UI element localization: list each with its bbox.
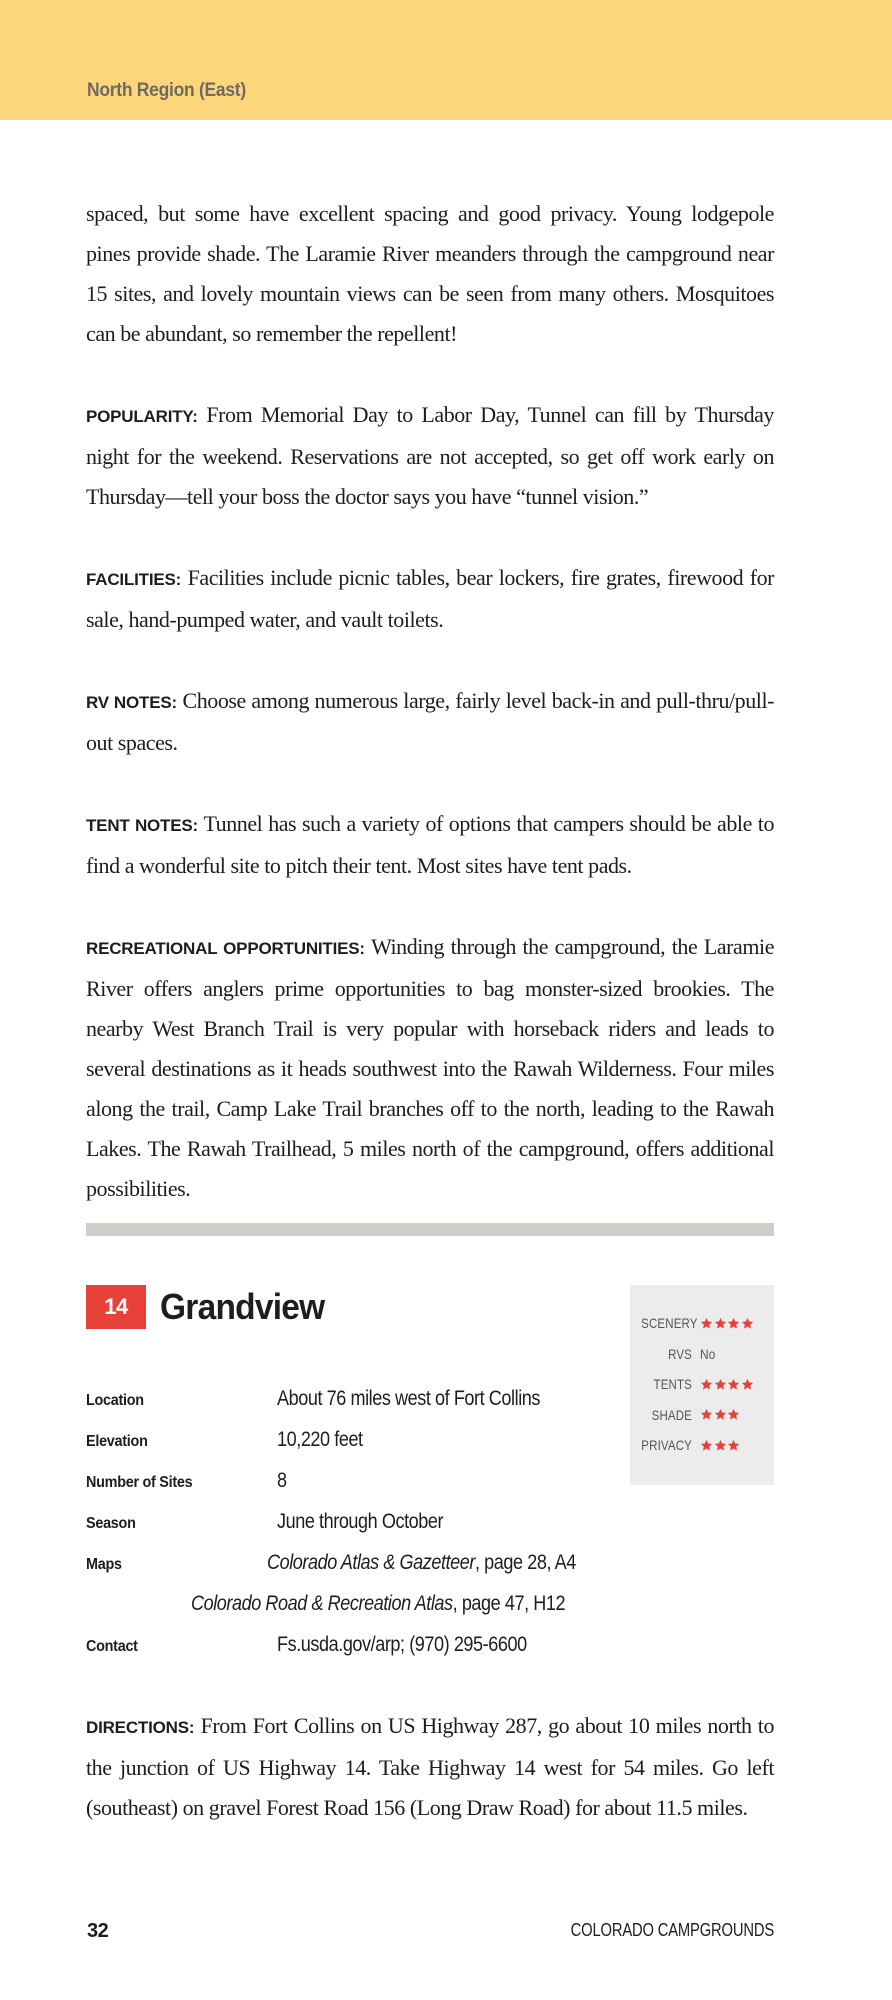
- star-icon: [700, 1408, 713, 1421]
- section-divider: [86, 1223, 774, 1236]
- detail-value: June through October: [277, 1510, 444, 1533]
- rating-row-scenery: [630, 1308, 774, 1339]
- map-ref: , page 28, A4: [474, 1551, 576, 1574]
- detail-value: 8: [277, 1469, 287, 1492]
- facilities-text: Facilities include picnic tables, bear lockers, fire grates, firewood for sale, hand-pumped water, and vault toilets.: [86, 565, 774, 632]
- rv-notes-paragraph: [86, 681, 774, 763]
- site-details: [86, 1385, 626, 1672]
- star-icon: [714, 1439, 727, 1452]
- rating-value: [700, 1439, 741, 1452]
- detail-label: Contact: [86, 1638, 138, 1655]
- detail-value: 10,220 feet: [277, 1428, 363, 1451]
- recreation-text: Winding through the campground, the Laramie River offers anglers prime opportunities to bag monster-sized brookies. The nearby West Branch Trail is very popular with horseback riders and leads to several destinations as it heads southwest into the Rawah Wilderness. Four miles along the trail, Camp Lake Trail branches off to the north, leading to the Rawah Lakes. The Rawah Trailhead, 5 miles north of the campground, offers additional possibilities.: [86, 934, 775, 1201]
- detail-value: About 76 miles west of Fort Collins: [277, 1387, 540, 1410]
- star-icon: [741, 1378, 754, 1391]
- detail-row-maps-2: [86, 1590, 626, 1631]
- rv-notes-label: RV NOTES:: [86, 693, 177, 712]
- rating-row-rvs: [630, 1339, 774, 1370]
- detail-label: Elevation: [86, 1433, 148, 1450]
- detail-row-sites: [86, 1467, 626, 1508]
- rating-label: PRIVACY: [641, 1437, 692, 1454]
- tent-notes-text: Tunnel has such a variety of options that campers should be able to find a wonderful site to pitch their tent. Most sites have tent pads.: [86, 811, 774, 878]
- ratings-box: [630, 1285, 774, 1485]
- map-reference: [191, 1590, 565, 1618]
- popularity-paragraph: [86, 395, 774, 517]
- rating-row-shade: [630, 1400, 774, 1431]
- star-icon: [727, 1439, 740, 1452]
- directions-paragraph: [86, 1706, 774, 1828]
- rating-row-tents: [630, 1369, 774, 1400]
- rating-row-privacy: [630, 1430, 774, 1461]
- star-icon: [727, 1378, 740, 1391]
- star-icon: [714, 1378, 727, 1391]
- facilities-label: FACILITIES:: [86, 570, 182, 589]
- rating-value: No: [700, 1345, 716, 1362]
- star-icon: [727, 1408, 740, 1421]
- tent-notes-label: TENT NOTES:: [86, 816, 198, 835]
- rating-value: [700, 1408, 741, 1421]
- star-icon: [700, 1439, 713, 1452]
- continuation-text: spaced, but some have excellent spacing and good privacy. Young lodgepole pines provide shade. The Laramie River meanders through the campground near 15 sites, and lovely mountain views can be seen from many others. Mosquitoes can be abundant, so remember the repellent!: [86, 201, 774, 346]
- recreation-paragraph: [86, 927, 774, 1209]
- star-icon: [700, 1378, 713, 1391]
- map-title: Colorado Atlas & Gazetteer: [266, 1551, 475, 1574]
- detail-row-contact: [86, 1631, 626, 1672]
- star-icon: [727, 1317, 740, 1330]
- site-title: Grandview: [160, 1286, 325, 1327]
- page-number: 32: [87, 1920, 109, 1942]
- map-ref: , page 47, H12: [452, 1592, 566, 1615]
- rating-label: SCENERY: [641, 1315, 698, 1332]
- region-title: North Region (East): [87, 80, 246, 101]
- site-number-badge: 14: [86, 1285, 146, 1329]
- detail-label: Location: [86, 1392, 144, 1409]
- rating-value: [700, 1317, 754, 1330]
- detail-label: Number of Sites: [86, 1474, 193, 1491]
- star-icon: [714, 1317, 727, 1330]
- detail-row-season: [86, 1508, 626, 1549]
- detail-row-elevation: [86, 1426, 626, 1467]
- continuation-paragraph: [86, 194, 774, 354]
- detail-label: Maps: [86, 1556, 122, 1573]
- recreation-label: RECREATIONAL OPPORTUNITIES:: [86, 939, 365, 958]
- rating-label: TENTS: [653, 1376, 692, 1393]
- detail-row-location: [86, 1385, 626, 1426]
- star-icon: [700, 1317, 713, 1330]
- map-reference: [267, 1549, 576, 1577]
- detail-value: Fs.usda.gov/arp; (970) 295-6600: [277, 1633, 527, 1656]
- book-title: COLORADO CAMPGROUNDS: [570, 1920, 774, 1940]
- directions-text: From Fort Collins on US Highway 287, go about 10 miles north to the junction of US Highway 14. Take Highway 14 west for 54 miles. Go left (southeast) on gravel Forest Road 156 (Long Draw Road) for about 11.5 miles.: [86, 1713, 774, 1820]
- map-title: Colorado Road & Recreation Atlas: [190, 1592, 453, 1615]
- rating-label: SHADE: [651, 1406, 692, 1423]
- directions-label: DIRECTIONS:: [86, 1718, 195, 1737]
- popularity-label: POPULARITY:: [86, 407, 198, 426]
- previous-site-text: [86, 194, 774, 1209]
- star-icon: [741, 1317, 754, 1330]
- rating-label: RVS: [668, 1345, 692, 1362]
- rv-notes-text: Choose among numerous large, fairly level back-in and pull-thru/pull-out spaces.: [86, 688, 774, 755]
- tent-notes-paragraph: [86, 804, 774, 886]
- popularity-text: From Memorial Day to Labor Day, Tunnel can fill by Thursday night for the weekend. Reservations are not accepted, so get off work early on Thursday—tell your boss the doctor says you have “tunnel vision.”: [86, 402, 774, 509]
- detail-label: Season: [86, 1515, 136, 1532]
- rating-value: [700, 1378, 754, 1391]
- facilities-paragraph: [86, 558, 774, 640]
- star-icon: [714, 1408, 727, 1421]
- detail-row-maps: [86, 1549, 626, 1590]
- running-header-band: [0, 0, 892, 120]
